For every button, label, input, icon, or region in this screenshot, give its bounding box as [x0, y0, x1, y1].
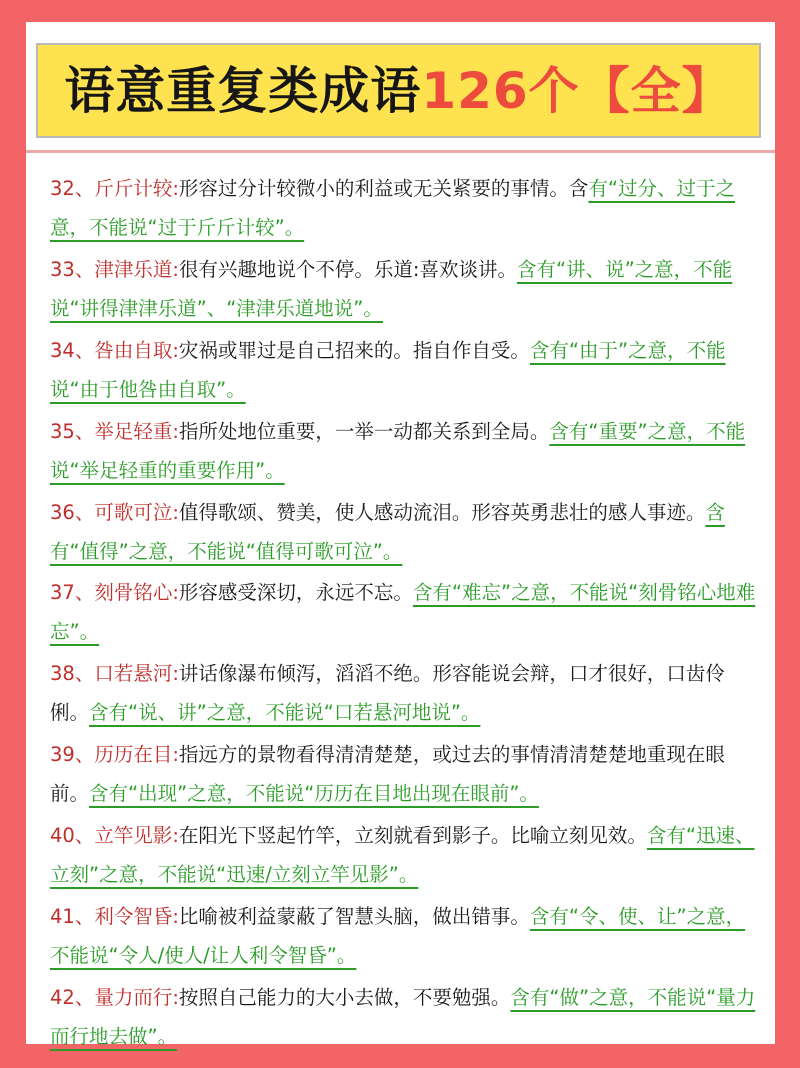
- idiom-entry: [50, 735, 762, 813]
- idiom-definition: 值得歌颂、赞美，使人感动流泪。形容英勇悲壮的感人事迹。: [178, 500, 706, 524]
- idiom-definition: 在阳光下竖起竹竿，立刻就看到影子。比喻立刻见效。: [178, 824, 647, 848]
- idiom-entry: [50, 412, 762, 490]
- idiom-term: 36、可歌可泣:: [50, 500, 179, 524]
- idiom-entry: [50, 331, 762, 409]
- idiom-definition: 讲话像瀑布倾泻，滔滔不绝。形容能说会辩，口才很好，口齿伶俐。: [50, 662, 725, 725]
- idiom-definition: 灾祸或罪过是自己招来的。指自作自受。: [178, 338, 530, 362]
- idiom-definition: 形容过分计较微小的利益或无关紧要的事情。含: [178, 177, 589, 200]
- idiom-term: 39、历历在目:: [50, 743, 179, 767]
- idiom-term: 33、津津乐道:: [50, 257, 179, 281]
- idiom-term: 35、举足轻重:: [50, 419, 179, 443]
- idiom-note: 含有“值得”之意，不能说“值得可歌可泣”。: [50, 500, 725, 563]
- idiom-entry: [50, 978, 762, 1056]
- idiom-definition: 按照自己能力的大小去做，不要勉强。: [178, 985, 511, 1009]
- idiom-definition: 形容感受深切，永远不忘。: [178, 581, 413, 605]
- idiom-note: 含有“难忘”之意，不能说“刻骨铭心地难忘”。: [50, 581, 756, 644]
- idiom-term: 37、刻骨铭心:: [50, 581, 179, 605]
- idiom-note: 含有“说、讲”之意，不能说“口若悬河地说”。: [89, 701, 481, 725]
- idiom-term: 34、咎由自取:: [50, 338, 179, 362]
- idiom-note: 含有“出现”之意，不能说“历历在目地出现在眼前”。: [89, 782, 539, 806]
- idiom-term: 38、口若悬河:: [50, 662, 179, 686]
- idiom-definition: 指远方的景物看得清清楚楚，或过去的事情清清楚楚地重现在眼前。: [50, 743, 725, 806]
- idiom-term: 40、立竿见影:: [50, 824, 179, 848]
- idiom-note: 含有“重要”之意，不能说“举足轻重的重要作用”。: [50, 419, 746, 482]
- idiom-note: 有“过分、过于之意，不能说“过于斤斤计较”。: [50, 177, 736, 239]
- idiom-note: 含有“由于”之意，不能说“由于他咎由自取”。: [50, 338, 726, 401]
- idiom-entry: [50, 493, 762, 571]
- title-banner: [36, 43, 761, 138]
- title-accent: 126个【全】: [421, 61, 733, 120]
- header-divider: [26, 150, 775, 153]
- idiom-note: 含有“做”之意，不能说“量力而行地去做”。: [50, 985, 756, 1048]
- idiom-entry: [50, 573, 762, 651]
- idiom-term: 32、斤斤计较:: [50, 177, 179, 200]
- idiom-definition: 比喻被利益蒙蔽了智慧头脑，做出错事。: [178, 905, 530, 929]
- idiom-term: 42、量力而行:: [50, 985, 179, 1009]
- idiom-entry: [50, 250, 762, 328]
- idiom-list: [50, 169, 762, 1059]
- idiom-entry: [50, 654, 762, 732]
- title-main: 语意重复类成语: [64, 61, 422, 120]
- idiom-entry: [50, 897, 762, 975]
- idiom-term: 41、利令智昏:: [50, 905, 179, 929]
- idiom-note: 含有“令、使、让”之意，不能说“令人/使人/让人利令智昏”。: [50, 905, 746, 968]
- idiom-note: 含有“迅速、立刻”之意，不能说“迅速/立刻立竿见影”。: [50, 824, 755, 887]
- idiom-entry: [50, 169, 762, 247]
- idiom-entry: [50, 816, 762, 894]
- page-title: [64, 61, 733, 120]
- idiom-note: 含有“讲、说”之意，不能说“讲得津津乐道”、“津津乐道地说”。: [50, 257, 733, 320]
- idiom-definition: 指所处地位重要，一举一动都关系到全局。: [178, 419, 550, 443]
- content-card: [26, 22, 775, 1048]
- idiom-definition: 很有兴趣地说个不停。乐道:喜欢谈讲。: [178, 257, 517, 281]
